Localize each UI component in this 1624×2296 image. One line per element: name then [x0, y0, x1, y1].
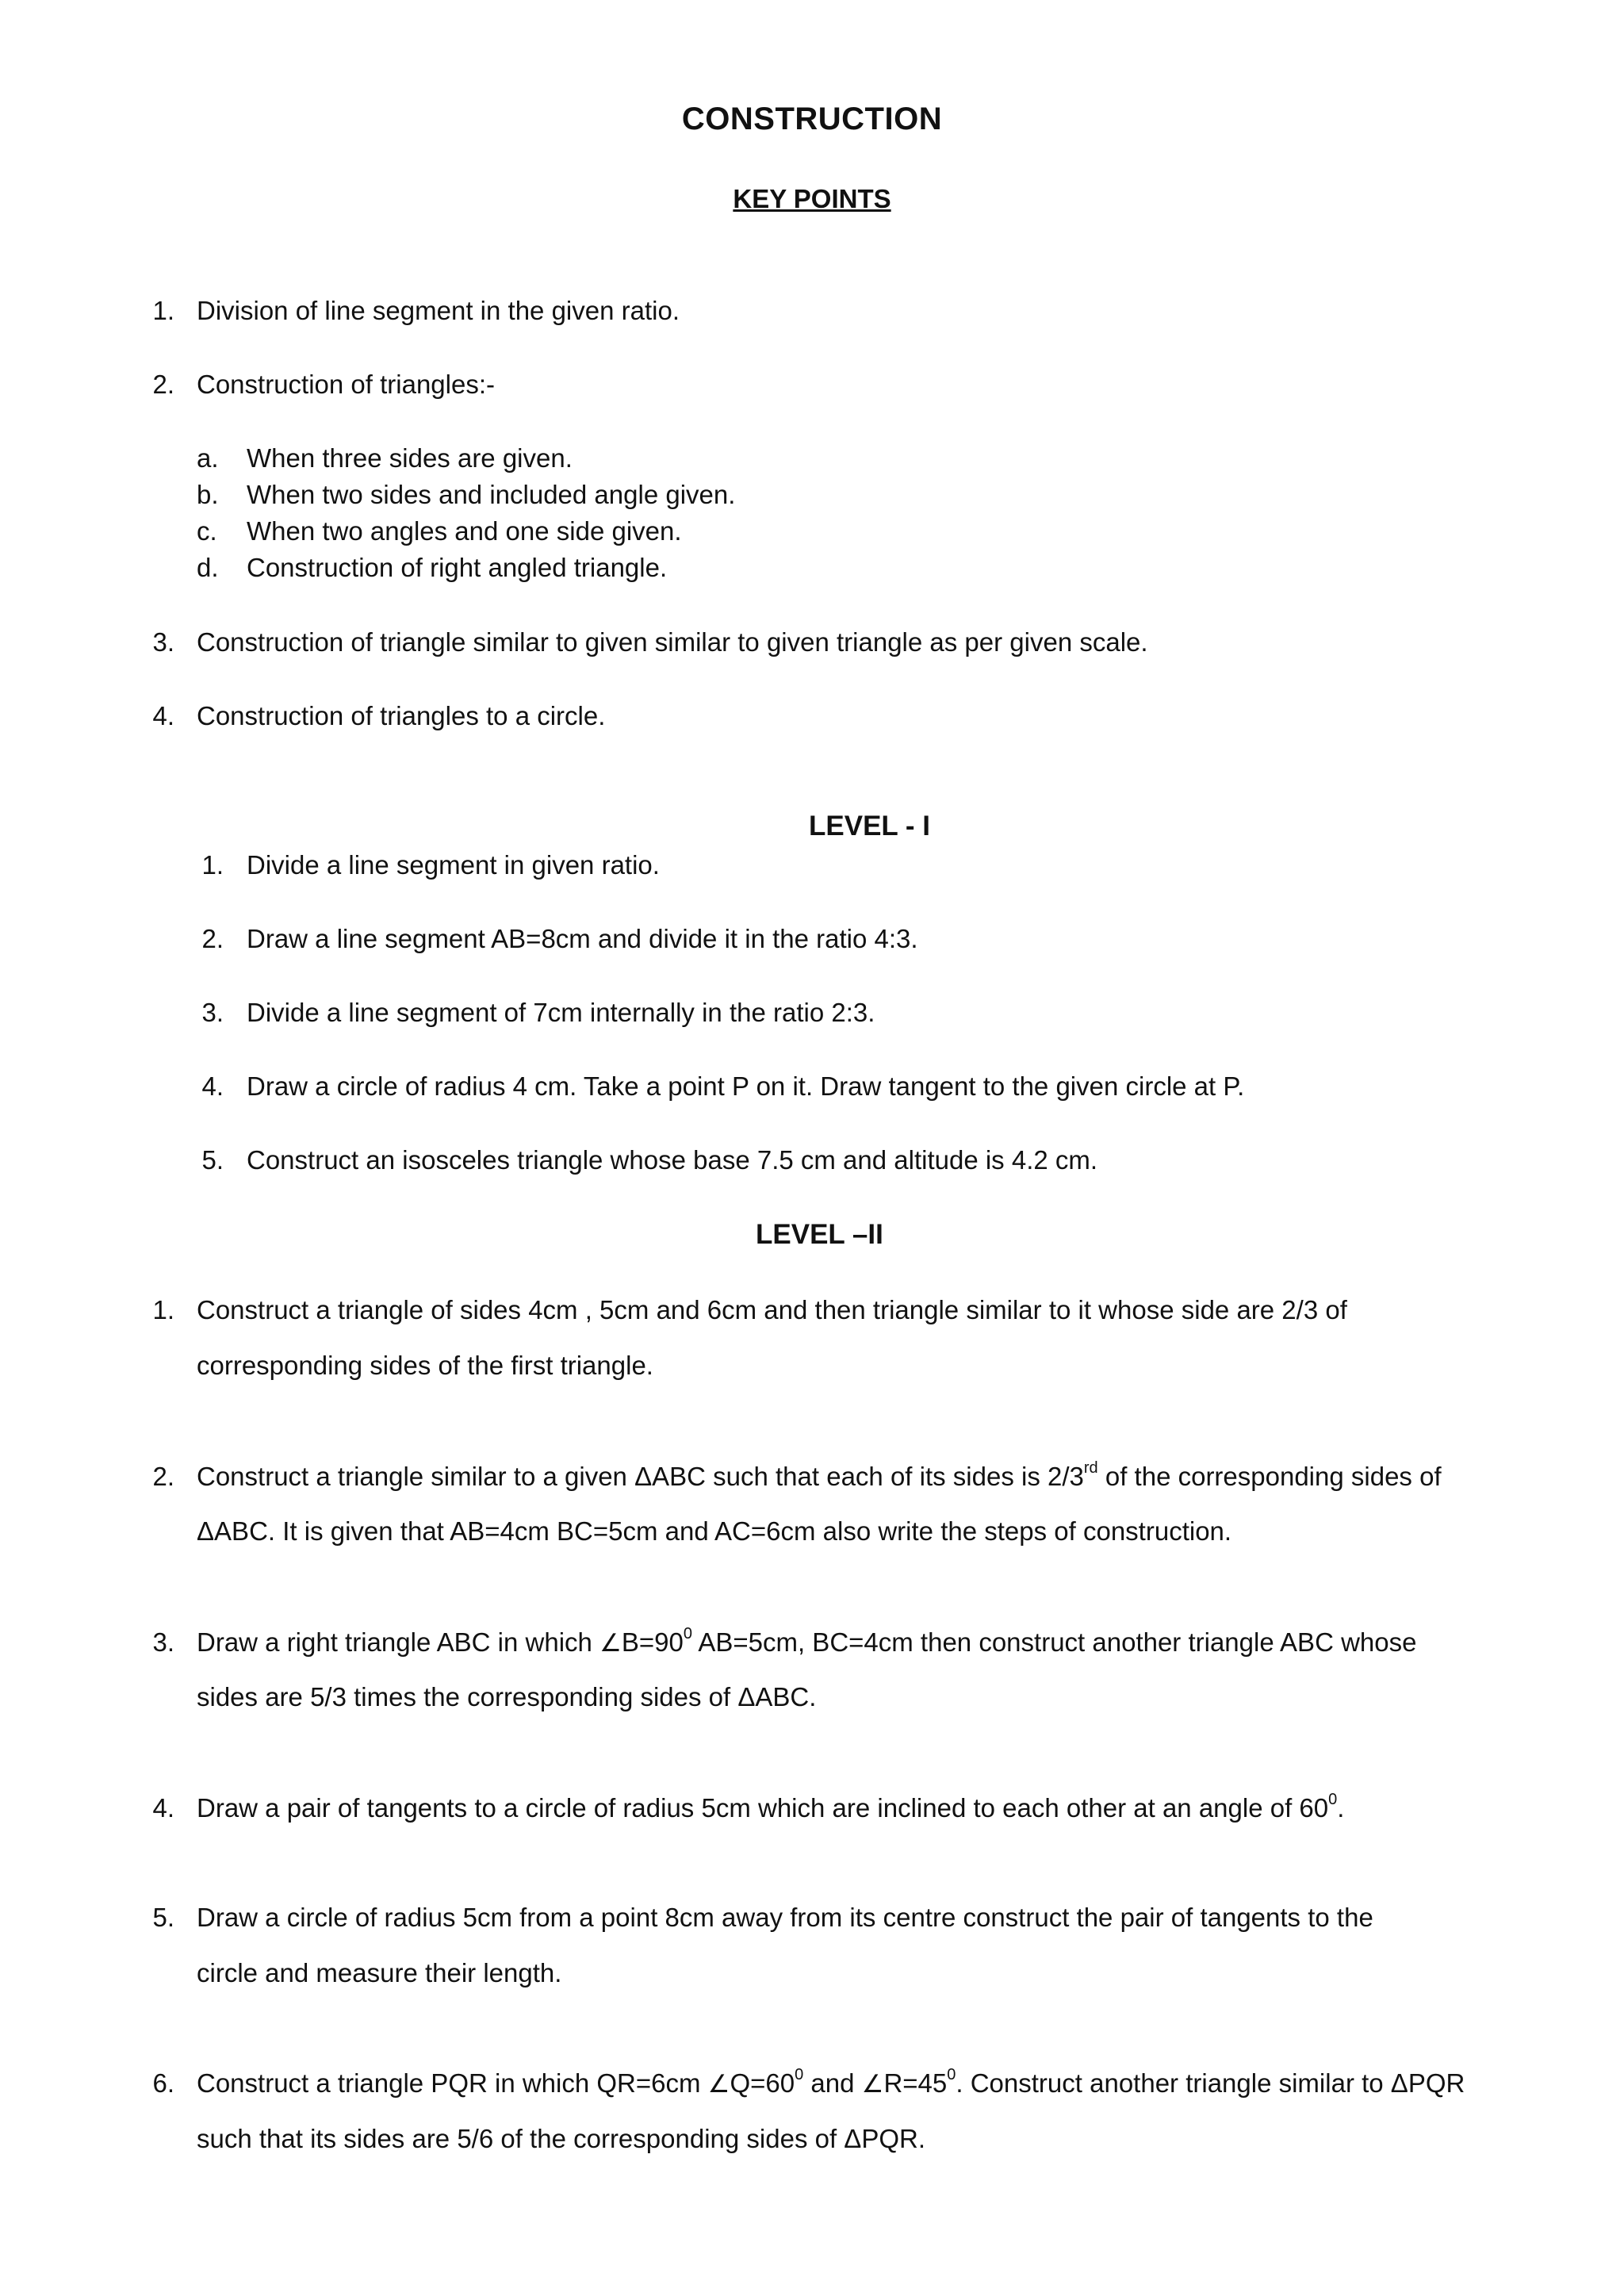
question-text-line: ΔABC. It is given that AB=4cm BC=5cm and AC=6cm also write the steps of construction.: [197, 1516, 1232, 1546]
text-run: .: [1337, 1793, 1345, 1823]
angle-icon: ∠: [861, 2070, 884, 2099]
key-points-heading: KEY POINTS: [733, 184, 891, 213]
sub-item-letter: c.: [197, 516, 217, 546]
question-text-line: such that its sides are 5/6 of the corresponding sides of ΔPQR.: [197, 2124, 926, 2153]
question-text-line: sides are 5/3 times the corresponding sides of ΔABC.: [197, 1682, 817, 1711]
question-text: Draw a circle of radius 4 cm. Take a point P on it. Draw tangent to the given circle at P.: [247, 1071, 1245, 1101]
question-text: Draw a line segment AB=8cm and divide it in the ratio 4:3.: [247, 924, 918, 953]
question-number: 4.: [152, 1793, 174, 1823]
question-number: 1.: [152, 1295, 174, 1324]
question-text-line: [197, 1792, 1344, 1824]
text-run: of the corresponding sides of: [1097, 1462, 1442, 1491]
question-text-line: Draw a circle of radius 5cm from a point 8cm away from its centre construct the pair of tangents to the: [197, 1903, 1373, 1932]
question-number: 2.: [152, 1462, 174, 1491]
sub-item-letter: d.: [197, 553, 219, 582]
question-text-line: circle and measure their length.: [197, 1958, 562, 1987]
question-text-line: Construct a triangle of sides 4cm , 5cm and 6cm and then triangle similar to it whose side are 2/3 of: [197, 1295, 1347, 1324]
sub-item-letter: b.: [197, 480, 219, 509]
text-run: AB=5cm, BC=4cm then construct another triangle ABC whose: [691, 1627, 1417, 1657]
question-text: Construct an isosceles triangle whose base 7.5 cm and altitude is 4.2 cm.: [247, 1145, 1098, 1175]
question-number: 6.: [152, 2068, 174, 2098]
text-run: Draw a pair of tangents to a circle of radius 5cm which are inclined to each other at an angle of 60: [197, 1793, 1329, 1823]
question-text: Divide a line segment of 7cm internally in the ratio 2:3.: [247, 998, 875, 1027]
sub-item: When three sides are given.: [247, 443, 573, 473]
text-run: R=45: [883, 2068, 948, 2098]
question-number: 3.: [152, 1627, 174, 1657]
text-run: . Construct another triangle similar to ΔPQR: [956, 2068, 1465, 2098]
list-item: Construction of triangles to a circle.: [197, 701, 606, 730]
text-run: Draw a right triangle ABC in which: [197, 1627, 600, 1657]
angle-icon: ∠: [599, 1629, 622, 1658]
level-2-heading: LEVEL –II: [756, 1219, 883, 1250]
superscript: 0: [683, 1625, 692, 1642]
angle-icon: ∠: [707, 2070, 730, 2099]
text-run: Construct a triangle similar to a given ΔABC such that each of its sides is 2/3: [197, 1462, 1084, 1491]
page-title: CONSTRUCTION: [681, 102, 943, 136]
superscript: 0: [795, 2066, 804, 2083]
question-text-line: corresponding sides of the first triangle.: [197, 1351, 653, 1380]
list-item: Construction of triangle similar to given similar to given triangle as per given scale.: [197, 627, 1148, 657]
superscript: 0: [947, 2066, 956, 2083]
text-run: and: [803, 2068, 862, 2098]
sub-item: Construction of right angled triangle.: [247, 553, 668, 582]
question-number: 2.: [201, 924, 224, 953]
list-item: Construction of triangles:-: [197, 370, 496, 399]
question-text-line: [197, 1627, 1416, 1659]
question-number: 5.: [152, 1903, 174, 1932]
list-item-number: 4.: [152, 701, 174, 730]
question-text-line: [197, 2068, 1465, 2100]
question-text-line: [197, 1461, 1442, 1493]
list-item-number: 3.: [152, 627, 174, 657]
question-number: 3.: [201, 998, 224, 1027]
text-run: Construct a triangle PQR in which QR=6cm: [197, 2068, 708, 2098]
superscript: rd: [1083, 1459, 1098, 1477]
text-run: B=90: [621, 1627, 684, 1657]
question-text: Divide a line segment in given ratio.: [247, 850, 660, 880]
list-item-number: 1.: [152, 296, 174, 325]
text-run: Q=60: [730, 2068, 795, 2098]
sub-item: When two angles and one side given.: [247, 516, 682, 546]
sub-item-letter: a.: [197, 443, 219, 473]
question-number: 5.: [201, 1145, 224, 1175]
question-number: 4.: [201, 1071, 224, 1101]
question-number: 1.: [201, 850, 224, 880]
sub-item: When two sides and included angle given.: [247, 480, 736, 509]
level-1-heading: LEVEL - I: [809, 811, 930, 841]
superscript: 0: [1328, 1791, 1338, 1808]
list-item: Division of line segment in the given ratio.: [197, 296, 680, 325]
list-item-number: 2.: [152, 370, 174, 399]
